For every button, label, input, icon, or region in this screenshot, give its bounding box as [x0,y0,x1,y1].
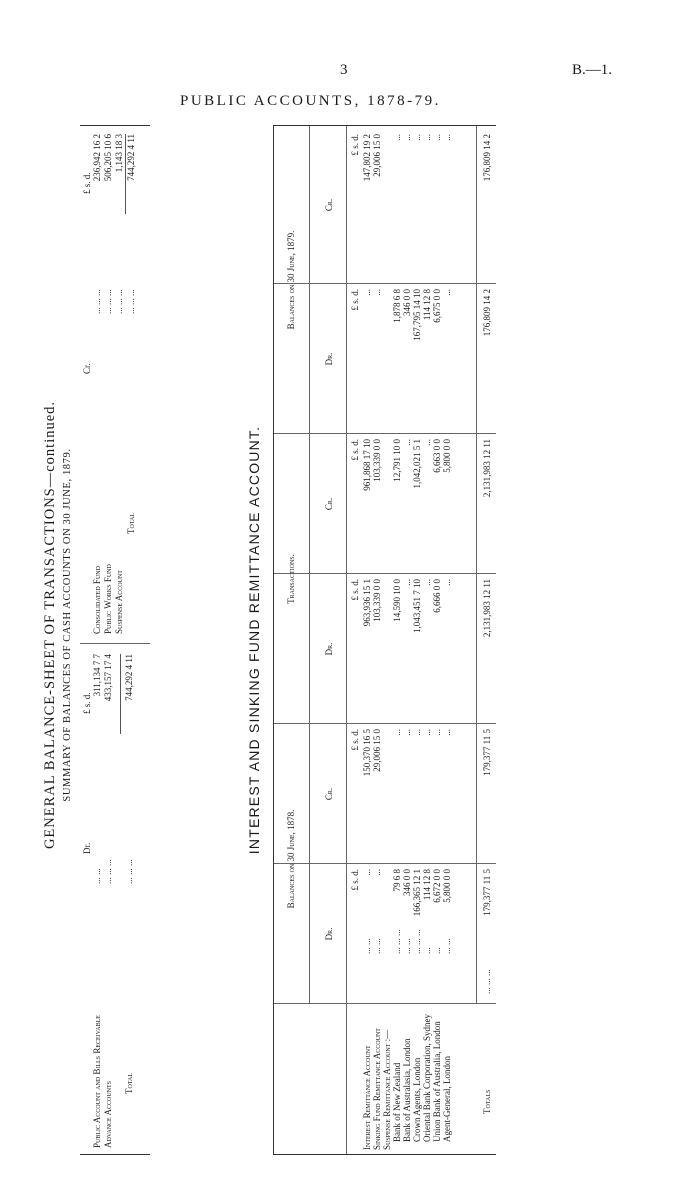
dr-total-label: Total [124,1072,134,1094]
row-value: ... [442,289,452,296]
row-value: 14,590 10 0 [392,579,402,622]
column-header: Dr. [324,642,334,656]
column-header: Cr. [324,787,334,801]
row-value: ... [372,289,382,296]
dr-currency-header: £ s. d. [82,692,92,714]
row-value: 346 0 0 [402,869,412,896]
row-value: ... [372,869,382,876]
dr-total-amount: 744,292 4 11 [124,654,134,701]
row-value: ... [422,134,432,141]
dr-row-label: Advance Accounts [103,1081,113,1148]
general-balance-sheet [42,125,162,1155]
cr-total-dots: ... ... ... [126,289,136,314]
dr-label: Dr. [82,842,92,854]
totals-value: 2,131,983 12 11 [482,579,492,638]
row-value: 6,663 0 0 [432,439,442,473]
cr-label: Cr. [82,363,92,374]
row-dots: ... [422,947,432,954]
balance-sheet-table [80,125,150,1155]
row-dots: ... ... [372,938,382,954]
dr-row-label: Public Account and Bills Receivable [92,1015,102,1148]
row-value: 1,043,451 7 10 [412,579,422,633]
cr-currency-header: £ s. d. [82,172,92,194]
column-header: Dr. [324,352,334,366]
cr-row-amount: 236,942 16 2 [92,134,102,182]
row-label: Bank of New Zealand [392,1062,402,1142]
row-dots: ... [432,947,442,954]
row-value: ... [362,289,372,296]
row-value: 6,675 0 0 [432,289,442,323]
row-value: 166,365 12 1 [412,869,422,917]
row-label: Interest Remittance Account [362,1045,372,1150]
currency-row: £ s. d. [350,869,360,891]
row-value: 29,006 15 0 [372,134,382,177]
page-number: 3 [340,62,348,78]
currency-row: £ s. d. [350,134,360,156]
totals-value: 2,131,983 12 11 [482,439,492,498]
row-value: 79 6 8 [392,869,402,892]
row-value: ... [432,134,442,141]
dr-row-amount: 311,134 7 7 [92,654,102,697]
row-value: ... [422,579,432,586]
row-value: 147,802 19 2 [362,134,372,182]
totals-value: 176,809 14 2 [482,289,492,337]
row-dots: ... ... [402,938,412,954]
row-value: 114 12 8 [422,289,432,321]
totals-dots: ... ... ... [482,969,492,994]
row-label: Agent-General, London [442,1056,452,1142]
totals-value: 179,377 11 5 [482,869,492,916]
row-dots: ... ... [442,938,452,954]
dr-row-dots: ... ... ... [103,859,113,884]
dr-total-dots: ... ... ... [124,859,134,884]
row-value: 150,370 16 5 [362,729,372,777]
document-reference: B.—1. [572,62,613,78]
totals-value: 179,377 11 5 [482,729,492,776]
remittance-account [246,125,506,1155]
totals-value: 176,809 14 2 [482,134,492,182]
cr-row-label: Suspense Account [114,570,124,634]
currency-row: £ s. d. [350,579,360,601]
group-header: Balances on 30 June, 1879. [286,230,296,330]
currency-row: £ s. d. [350,729,360,751]
group-header: Balances on 30 June, 1878. [286,809,296,909]
row-value: 103,339 0 0 [372,439,382,482]
column-header: Dr. [324,927,334,941]
document-title: PUBLIC ACCOUNTS, 1878-79. [180,93,441,109]
row-label: Sinking Fund Remittance Account [372,1028,382,1150]
row-value: 29,006 15 0 [372,729,382,772]
row-label: Union Bank of Australia, London [432,1021,442,1142]
row-dots: ... ... [362,938,372,954]
balance-sheet-subtitle: SUMMARY OF BALANCES OF CASH ACCOUNTS ON 30 JUNE, 1879. [62,448,73,802]
cr-row-label: Public Works Fund [103,564,113,634]
row-label: Crown Agents, London [412,1057,422,1142]
row-value: ... [442,579,452,586]
row-value: ... [362,869,372,876]
row-value: ... [402,439,412,446]
column-header: Cr. [324,198,334,212]
row-value: ... [422,439,432,446]
dr-row-dots: ... ... [92,868,102,884]
row-value: 346 0 0 [402,289,412,316]
row-value: 5,800 0 0 [442,869,452,903]
row-value: ... [442,134,452,141]
cr-row-label: Consolidated Fund [92,566,102,634]
cr-row-dots: ... ... ... [114,289,124,314]
row-label: Suspense Remittance Account :— [382,1029,392,1150]
remittance-title: INTEREST AND SINKING FUND REMITTANCE ACCOUNT. [246,425,262,855]
row-label: Oriental Bank Corporation, Sydney [422,1014,432,1142]
currency-row: £ s. d. [350,439,360,461]
row-value: ... [412,134,422,141]
row-value: 5,800 0 0 [442,439,452,473]
row-value: 167,795 14 10 [412,289,422,341]
cr-total-amount: 744,292 4 11 [126,134,136,181]
currency-row: £ s. d. [350,289,360,311]
row-value: ... [442,729,452,736]
row-value: ... [402,729,412,736]
row-value: ... [412,729,422,736]
row-value: ... [402,579,412,586]
cr-total-label: Total [126,512,136,534]
row-value: 114 12 8 [422,869,432,901]
row-value: 103,339 0 0 [372,579,382,622]
group-header: Transactions. [286,554,296,604]
row-value: ... [392,729,402,736]
row-value: 961,868 17 10 [362,439,372,491]
row-label: Bank of Australasia, London [402,1038,412,1142]
row-dots: ... ... ... [392,929,402,954]
row-value: ... [392,134,402,141]
row-dots: ... ... ... [412,929,422,954]
balance-sheet-title: GENERAL BALANCE-SHEET OF TRANSACTIONS—continued. [42,400,58,850]
row-value: ... [402,134,412,141]
row-value: ... [432,729,442,736]
cr-row-dots: ... ... ... [103,289,113,314]
cr-row-amount: 1,143 18 3 [114,134,124,173]
column-header: Cr. [324,497,334,511]
cr-row-amount: 506,205 10 6 [103,134,113,182]
cr-row-dots: ... ... ... [92,289,102,314]
row-value: 12,791 10 0 [392,439,402,482]
row-value: 6,666 0 0 [432,579,442,613]
totals-label: Totals [482,1089,492,1114]
row-value: 963,936 15 1 [362,579,372,627]
row-value: 1,042,021 5 1 [412,439,422,489]
row-value: 6,672 0 0 [432,869,442,903]
row-value: 1,878 6 8 [392,289,402,323]
dr-row-amount: 433,157 17 4 [103,654,113,702]
row-value: ... [422,729,432,736]
remittance-table [273,125,496,1155]
